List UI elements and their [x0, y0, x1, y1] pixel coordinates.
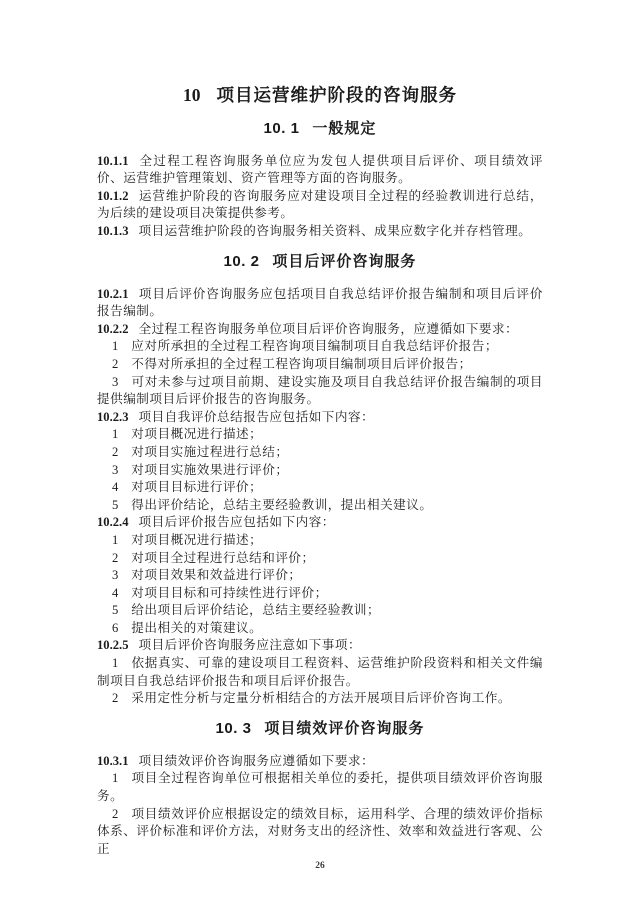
section-heading-10-1	[97, 119, 543, 139]
clause-item	[97, 567, 543, 585]
section-number: 10. 1	[263, 119, 300, 137]
item-text: 对项目实施过程进行总结；	[131, 444, 289, 459]
clause-10-2-4	[97, 514, 543, 532]
section-heading-10-2	[97, 252, 543, 272]
item-text: 对项目全过程进行总结和评价；	[131, 550, 315, 565]
clause-item	[97, 620, 543, 638]
item-text: 可对未参与过项目前期、建设实施及项目自我总结评价报告编制的项目提供编制项目后评价报告的咨询服务。	[97, 374, 543, 407]
section-number: 10. 2	[223, 252, 260, 270]
clause-number: 10.3.1	[97, 753, 129, 768]
item-text: 项目绩效评价应根据设定的绩效目标，运用科学、合理的绩效评价指标体系、评价标准和评价方法，对财务支出的经济性、效率和效益进行客观、公正	[97, 806, 543, 856]
clause-10-2-5	[97, 637, 543, 655]
clause-number: 10.1.3	[97, 224, 129, 238]
item-number: 4	[112, 480, 119, 495]
chapter-number: 10	[183, 85, 201, 105]
clause-item	[97, 444, 543, 462]
item-text: 采用定性分析与定量分析相结合的方法开展项目后评价咨询工作。	[131, 691, 512, 706]
clause-text: 运营维护阶段的咨询服务应对建设项目全过程的经验教训进行总结，为后续的建设项目决策提供参考。	[97, 188, 543, 221]
clause-item	[97, 462, 543, 480]
clause-number: 10.1.1	[97, 153, 129, 168]
section-title: 项目后评价咨询服务	[272, 252, 417, 270]
item-text: 给出项目后评价结论，总结主要经验教训；	[131, 603, 381, 618]
item-text: 对项目目标和可持续性进行评价；	[131, 585, 328, 600]
clause-item	[97, 770, 543, 805]
item-number: 5	[112, 603, 119, 618]
clause-item	[97, 479, 543, 497]
item-number: 2	[112, 444, 119, 459]
footer-page-number: 26	[315, 861, 325, 872]
clause-10-2-1	[97, 286, 543, 321]
clause-number: 10.2.3	[97, 409, 129, 424]
clause-item	[97, 338, 543, 356]
clause-10-2-2	[97, 321, 543, 339]
item-text: 不得对所承担的全过程工程咨询项目编制项目后评价报告；	[131, 356, 472, 371]
item-number: 2	[112, 356, 119, 371]
item-number: 1	[112, 656, 119, 671]
clause-text: 全过程工程咨询服务单位应为发包人提供项目后评价、项目绩效评价、运营维护管理策划、资产管理等方面的咨询服务。	[97, 153, 543, 186]
clause-text: 项目后评价报告应包括如下内容：	[138, 515, 335, 530]
clause-text: 项目自我评价总结报告应包括如下内容：	[138, 409, 375, 424]
section-number: 10. 3	[215, 719, 252, 737]
item-number: 6	[112, 620, 119, 635]
clause-10-1-1	[97, 153, 543, 188]
clause-item	[97, 374, 543, 409]
item-number: 2	[112, 806, 119, 821]
item-text: 依据真实、可靠的建设项目工程资料、运营维护阶段资料和相关文件编制项目自我总结评价报告和项目后评价报告。	[97, 656, 543, 688]
clause-item	[97, 550, 543, 568]
clause-10-1-2	[97, 188, 543, 223]
item-text: 对项目概况进行描述；	[131, 532, 263, 547]
clause-number: 10.2.2	[97, 321, 129, 336]
clause-item	[97, 532, 543, 550]
clause-item	[97, 806, 543, 859]
clause-item	[97, 690, 543, 708]
clause-item	[97, 655, 543, 690]
clause-item	[97, 497, 543, 515]
item-number: 2	[112, 691, 119, 706]
clause-item	[97, 426, 543, 444]
clause-number: 10.1.2	[97, 188, 129, 203]
clause-number: 10.2.5	[97, 638, 129, 653]
item-text: 对项目概况进行描述；	[131, 427, 263, 442]
clause-number: 10.2.4	[97, 515, 129, 530]
clause-text: 项目后评价咨询服务应包括项目自我总结评价报告编制和项目后评价报告编制。	[97, 286, 543, 319]
chapter-title-text: 项目运营维护阶段的咨询服务	[216, 85, 457, 105]
clause-text: 项目后评价咨询服务应注意如下事项：	[138, 638, 362, 653]
item-text: 提出相关的对策建议。	[131, 620, 263, 635]
item-text: 得出评价结论，总结主要经验教训，提出相关建议。	[131, 497, 433, 512]
clause-item	[97, 602, 543, 620]
item-number: 3	[112, 568, 119, 583]
item-text: 对项目实施效果进行评价；	[131, 462, 289, 477]
item-text: 项目全过程咨询单位可根据相关单位的委托，提供项目绩效评价咨询服务。	[97, 771, 543, 804]
item-text: 应对所承担的全过程工程咨询项目编制项目自我总结评价报告；	[131, 339, 498, 354]
item-number: 3	[112, 462, 119, 477]
clause-item	[97, 356, 543, 374]
item-text: 对项目效果和效益进行评价；	[131, 568, 302, 583]
item-number: 1	[112, 532, 119, 547]
section-heading-10-3	[97, 719, 543, 739]
clause-text: 项目绩效评价咨询服务应遵循如下要求：	[138, 753, 375, 768]
clause-number: 10.2.1	[97, 286, 129, 301]
clause-text: 全过程工程咨询服务单位项目后评价咨询服务，应遵循如下要求：	[138, 321, 519, 336]
clause-item	[97, 585, 543, 603]
chapter-title	[97, 84, 543, 108]
clause-text: 项目运营维护阶段的咨询服务相关资料、成果应数字化并存档管理。	[138, 224, 532, 238]
item-text: 对项目目标进行评价；	[131, 480, 263, 495]
clause-10-3-1	[97, 753, 543, 771]
section-title: 一般规定	[312, 119, 377, 137]
item-number: 1	[112, 427, 119, 442]
clause-10-2-3	[97, 409, 543, 427]
item-number: 1	[112, 771, 119, 786]
section-title: 项目绩效评价咨询服务	[264, 719, 425, 737]
item-number: 4	[112, 585, 119, 600]
item-number: 3	[112, 374, 119, 389]
item-number: 2	[112, 550, 119, 565]
item-number: 1	[112, 339, 119, 354]
clause-10-1-3	[97, 223, 543, 241]
item-number: 5	[112, 497, 119, 512]
